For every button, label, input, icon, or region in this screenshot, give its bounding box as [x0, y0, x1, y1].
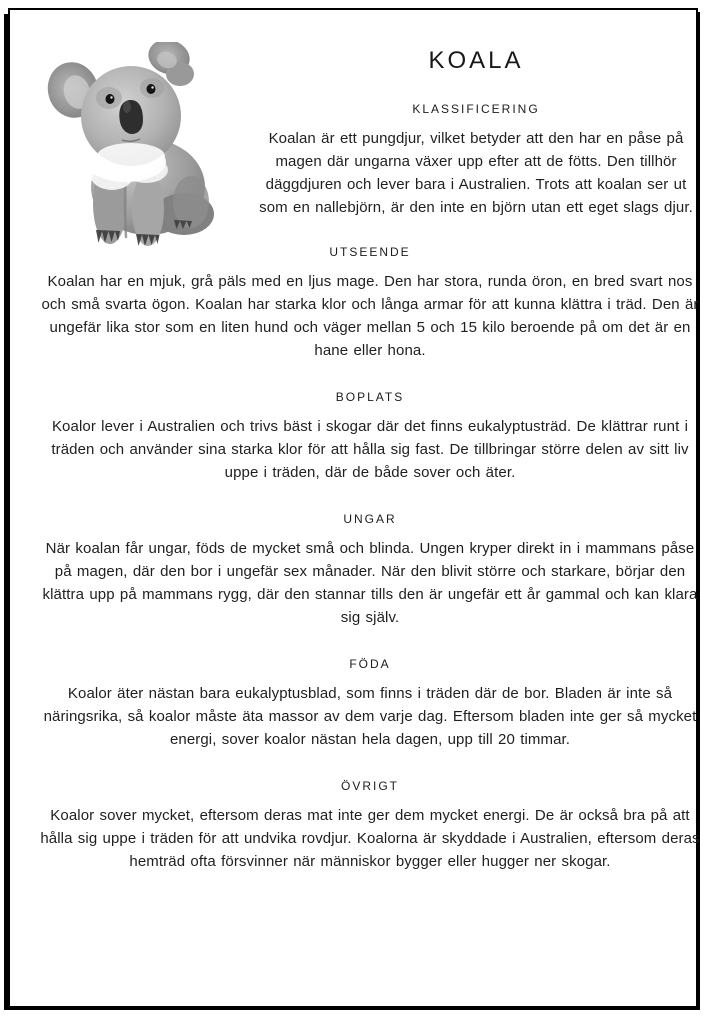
section-ungar [40, 512, 700, 629]
section-heading: UTSEENDE [329, 245, 411, 259]
section-text: Koalor sover mycket, eftersom deras mat inte ger dem mycket energi. De är också bra på att hålla sig uppe i träden för att undvika rovdjur. Koalorna är skyddade i Australien, eftersom deras hemträd ofta försvinner när människor bygger eller hugger ner skogar. [40, 807, 700, 870]
section-foda [40, 657, 700, 751]
section-text: Koalan har en mjuk, grå päls med en ljus mage. Den har stora, runda öron, en bred svart nos och små svarta ögon. Koalan har starka klor och långa armar för att kunna klättra i träd. Den är ungefär lika stor som en liten hund och väger mellan 5 och 15 kilo beroende på om det är en hane eller hona. [41, 273, 699, 359]
section-heading: UNGAR [343, 512, 397, 526]
section-heading: KLASSIFICERING [412, 102, 540, 116]
section-heading: FÖDA [349, 657, 391, 671]
section-ovrigt [40, 779, 700, 873]
section-boplats [40, 390, 700, 484]
section-text: Koalan är ett pungdjur, vilket betyder att den har en påse på magen där ungarna växer upp efter att de fötts. Den tillhör däggdjuren och lever bara i Australien. Trots att koalan ser ut som en nallebjörn, är den inte en björn utan ett eget slags djur. [259, 130, 693, 216]
section-heading: ÖVRIGT [340, 779, 399, 793]
section-utseende [40, 245, 700, 362]
section-text: Koalor lever i Australien och trivs bäst i skogar där det finns eukalyptusträd. De klättrar runt i träden och använder sina starka klor för att hålla sig fast. De tillbringar större delen av sitt liv uppe i träden, där de både sover och äter. [51, 418, 689, 481]
section-klassificering [252, 102, 700, 219]
content-area [40, 46, 700, 901]
section-heading: BOPLATS [335, 390, 405, 404]
section-text: När koalan får ungar, föds de mycket små och blinda. Ungen kryper direkt in i mammans påse på magen, där den bor i ungefär sex månader. När den blivit större och starkare, börjar den klättra upp på mammans rygg, där den stannar tills den är ungefär ett år gammal och kan klara sig själv. [42, 540, 698, 626]
section-text: Koalor äter nästan bara eukalyptusblad, som finns i träden där de bor. Bladen är inte så näringsrika, så koalor måste äta massor av dem varje dag. Eftersom bladen inte ger så mycket energi, sover koalor nästan hela dagen, upp till 20 timmar. [43, 685, 697, 748]
page-title: KOALA [428, 47, 524, 74]
header-block [252, 46, 700, 219]
